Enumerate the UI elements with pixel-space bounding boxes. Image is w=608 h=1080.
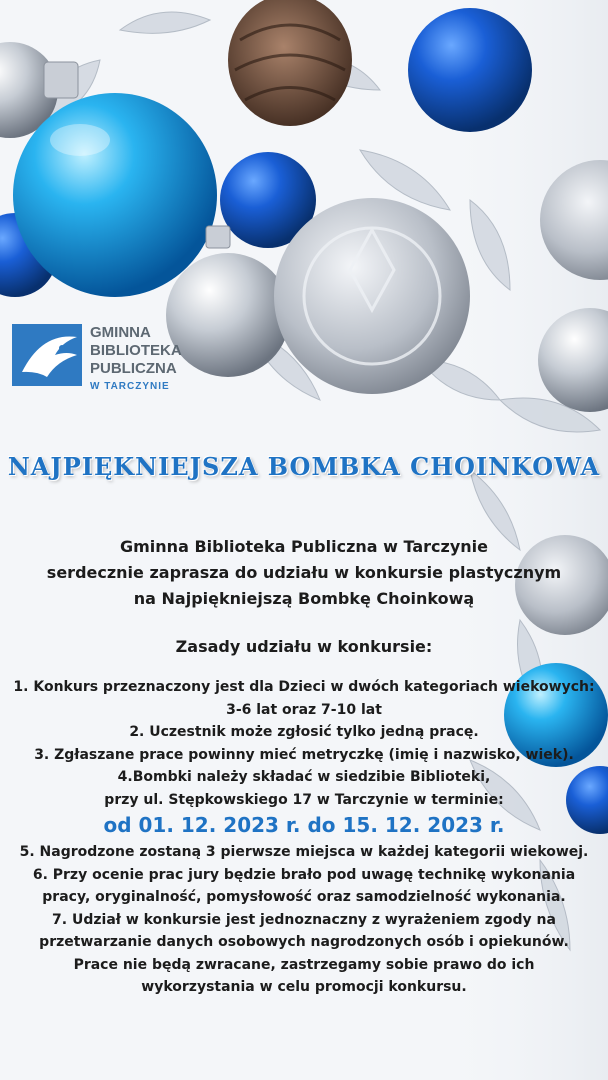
submission-dates: od 01. 12. 2023 r. do 15. 12. 2023 r. xyxy=(103,813,505,837)
rule-4-line-2: przy ul. Stępkowskiego 17 w Tarczynie w terminie: xyxy=(104,791,504,808)
rules-heading: Zasady udziału w konkursie: xyxy=(175,637,433,656)
rule-6-line-2: pracy, oryginalność, pomysłowość oraz samodzielność wykonania. xyxy=(42,889,566,905)
rule-7-line-3: Prace nie będą zwracane, zastrzegamy sobie prawo do ich xyxy=(73,956,535,973)
logo-line-2: BIBLIOTEKA xyxy=(90,342,182,359)
rule-2: 2. Uczestnik może zgłosić tylko jedną pracę. xyxy=(129,724,479,740)
page-title: NAJPIĘKNIEJSZA BOMBKA CHOINKOWA xyxy=(7,452,601,481)
rule-4-line-1: 4.Bombki należy składać w siedzibie Biblioteki, xyxy=(117,769,491,785)
announcement-text xyxy=(0,534,608,999)
library-logo-text xyxy=(90,324,182,396)
rule-5: 5. Nagrodzone zostaną 3 pierwsze miejsca w każdej kategorii wiekowej. xyxy=(19,844,589,860)
rule-1-line-2: 3-6 lat oraz 7-10 lat xyxy=(226,701,382,718)
rule-3: 3. Zgłaszane prace powinny mieć metryczkę (imię i nazwisko, wiek). xyxy=(34,746,574,763)
logo-line-3: PUBLICZNA xyxy=(90,360,177,377)
intro-line-2: serdecznie zaprasza do udziału w konkursie plastycznym xyxy=(46,563,562,582)
intro-line-1: Gminna Biblioteka Publiczna w Tarczynie xyxy=(120,537,488,556)
logo-line-4: W TARCZYNIE xyxy=(90,381,170,392)
rule-7-line-1: 7. Udział w konkursie jest jednoznaczny z wyrażeniem zgody na xyxy=(52,911,556,928)
rule-1-line-1: 1. Konkurs przeznaczony jest dla Dzieci w dwóch kategoriach wiekowych: xyxy=(13,679,595,695)
rule-7-line-4: wykorzystania w celu promocji konkursu. xyxy=(141,979,467,995)
rules-list xyxy=(0,676,608,999)
rule-7-line-2: przetwarzanie danych osobowych nagrodzonych osób i opiekunów. xyxy=(39,934,569,950)
logo-line-1: GMINNA xyxy=(90,324,151,341)
rule-6-line-1: 6. Przy ocenie prac jury będzie brało pod uwagę technikę wykonania xyxy=(32,866,576,883)
intro-block xyxy=(0,534,608,612)
intro-line-3: na Najpiękniejszą Bombkę Choinkową xyxy=(133,589,475,608)
pine-cone-icon xyxy=(228,0,352,126)
